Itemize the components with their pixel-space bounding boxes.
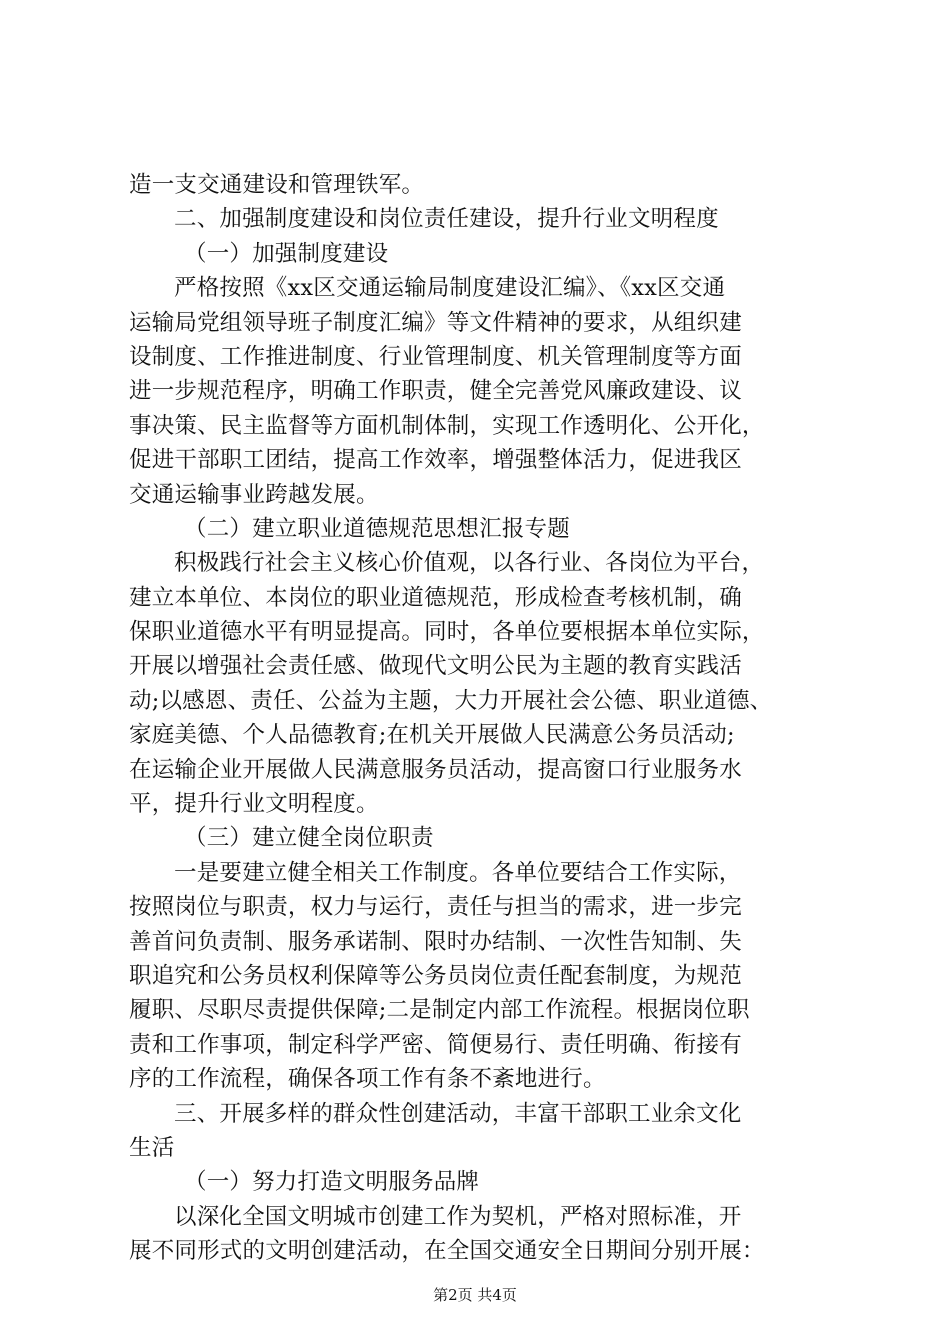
text-line: 一是要建立健全相关工作制度。各单位要结合工作实际， — [174, 859, 742, 886]
text-line: 促进干部职工团结，提高工作效率，增强整体活力，促进我区 — [129, 447, 742, 474]
page-footer: 第2页 共4页 — [433, 1286, 517, 1304]
section-heading-line: （一）努力打造文明服务品牌 — [184, 1169, 480, 1196]
section-heading-line: （三）建立健全岗位职责 — [184, 825, 434, 852]
text-line: 运输局党组领导班子制度汇编》等文件精神的要求，从组织建 — [129, 309, 742, 336]
text-line: 按照岗位与职责，权力与运行，责任与担当的需求，进一步完 — [129, 894, 742, 921]
text-line: 造一支交通建设和管理铁军。 — [129, 172, 425, 198]
text-line: 家庭美德、个人品德教育;在机关开展做人民满意公务员活动; — [129, 722, 735, 749]
text-line: 设制度、工作推进制度、行业管理制度、机关管理制度等方面 — [129, 343, 742, 370]
text-line: 生活 — [129, 1134, 175, 1161]
text-line: 开展以增强社会责任感、做现代文明公民为主题的教育实践活 — [129, 653, 742, 680]
text-line: 积极践行社会主义核心价值观，以各行业、各岗位为平台， — [174, 550, 765, 577]
text-line: 职追究和公务员权利保障等公务员岗位责任配套制度，为规范 — [129, 962, 742, 989]
text-line: 序的工作流程，确保各项工作有条不紊地进行。 — [129, 1066, 606, 1093]
section-heading-line: （二）建立职业道德规范思想汇报专题 — [184, 515, 570, 542]
text-line: 责和工作事项，制定科学严密、简便易行、责任明确、衔接有 — [129, 1031, 742, 1058]
text-line: 二、加强制度建设和岗位责任建设，提升行业文明程度 — [174, 206, 719, 233]
text-line: 展不同形式的文明创建活动，在全国交通安全日期间分别开展： — [129, 1238, 765, 1265]
document-body — [129, 168, 829, 1269]
text-line: 进一步规范程序，明确工作职责，健全完善党风廉政建设、议 — [129, 378, 742, 405]
text-line: 在运输企业开展做人民满意服务员活动，提高窗口行业服务水 — [129, 756, 742, 783]
section-heading-line: （一）加强制度建设 — [184, 240, 389, 267]
text-line: 保职业道德水平有明显提高。同时，各单位要根据本单位实际， — [129, 619, 765, 646]
text-line: 严格按照《xx区交通运输局制度建设汇编》、《xx区交通 — [174, 275, 726, 302]
text-line: 善首问负责制、服务承诺制、限时办结制、一次性告知制、失 — [129, 928, 742, 955]
text-line: 三、开展多样的群众性创建活动，丰富干部职工业余文化 — [174, 1100, 742, 1127]
text-line: 平，提升行业文明程度。 — [129, 791, 379, 818]
text-line: 以深化全国文明城市创建工作为契机，严格对照标准，开 — [174, 1203, 742, 1230]
text-line: 交通运输事业跨越发展。 — [129, 481, 379, 508]
text-line: 动;以感恩、责任、公益为主题，大力开展社会公德、职业道德、 — [129, 687, 773, 714]
text-line: 事决策、民主监督等方面机制体制，实现工作透明化、公开化， — [129, 412, 765, 439]
text-line: 建立本单位、本岗位的职业道德规范，形成检查考核机制，确 — [129, 584, 742, 611]
text-line: 履职、尽职尽责提供保障;二是制定内部工作流程。根据岗位职 — [129, 997, 750, 1024]
